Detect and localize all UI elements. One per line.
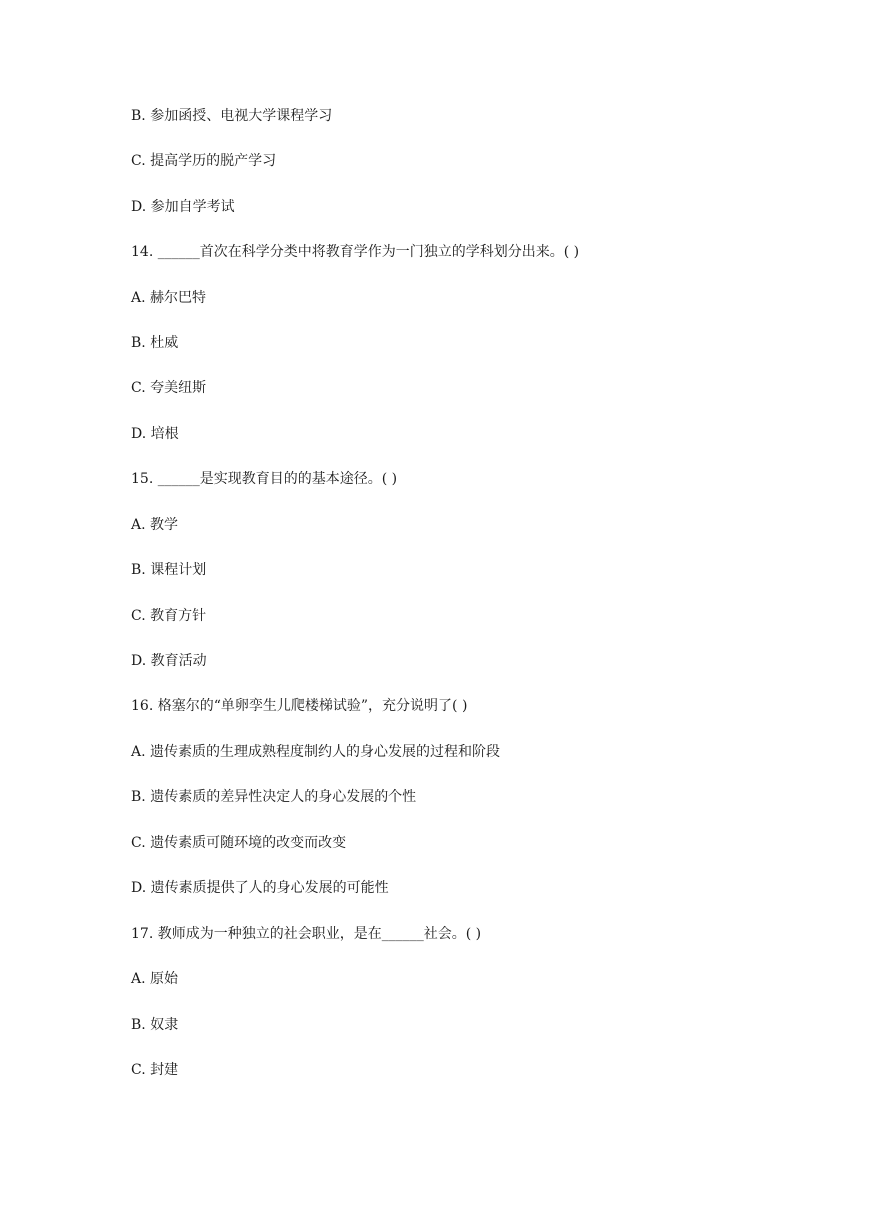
question-15: 15. ______是实现教育目的的基本途径。( ) xyxy=(131,471,398,487)
option-b-q17: B. 奴隶 xyxy=(131,1017,179,1033)
option-d-q16: D. 遗传素质提供了人的身心发展的可能性 xyxy=(131,880,389,896)
option-b-q15: B. 课程计划 xyxy=(131,562,207,578)
option-c-q17: C. 封建 xyxy=(131,1062,179,1078)
option-a-q14: A. 赫尔巴特 xyxy=(131,290,207,306)
option-c-q14: C. 夸美纽斯 xyxy=(131,380,207,396)
option-a-q16: A. 遗传素质的生理成熟程度制约人的身心发展的过程和阶段 xyxy=(131,744,501,760)
option-b-q16: B. 遗传素质的差异性决定人的身心发展的个性 xyxy=(131,789,417,805)
option-a-q15: A. 教学 xyxy=(131,517,179,533)
question-16: 16. 格塞尔的“单卵孪生儿爬楼梯试验”，充分说明了( ) xyxy=(131,698,468,714)
option-b-q14: B. 杜威 xyxy=(131,335,179,351)
option-c-q16: C. 遗传素质可随环境的改变而改变 xyxy=(131,835,347,851)
option-c-q13: C. 提高学历的脱产学习 xyxy=(131,153,277,169)
option-d-q15: D. 教育活动 xyxy=(131,653,207,669)
question-14: 14. ______首次在科学分类中将教育学作为一门独立的学科划分出来。( ) xyxy=(131,244,580,260)
option-d-q13: D. 参加自学考试 xyxy=(131,199,235,215)
option-b-q13: B. 参加函授、电视大学课程学习 xyxy=(131,108,333,124)
question-17: 17. 教师成为一种独立的社会职业，是在______社会。( ) xyxy=(131,926,482,942)
option-d-q14: D. 培根 xyxy=(131,426,179,442)
option-c-q15: C. 教育方针 xyxy=(131,608,207,624)
option-a-q17: A. 原始 xyxy=(131,971,179,987)
